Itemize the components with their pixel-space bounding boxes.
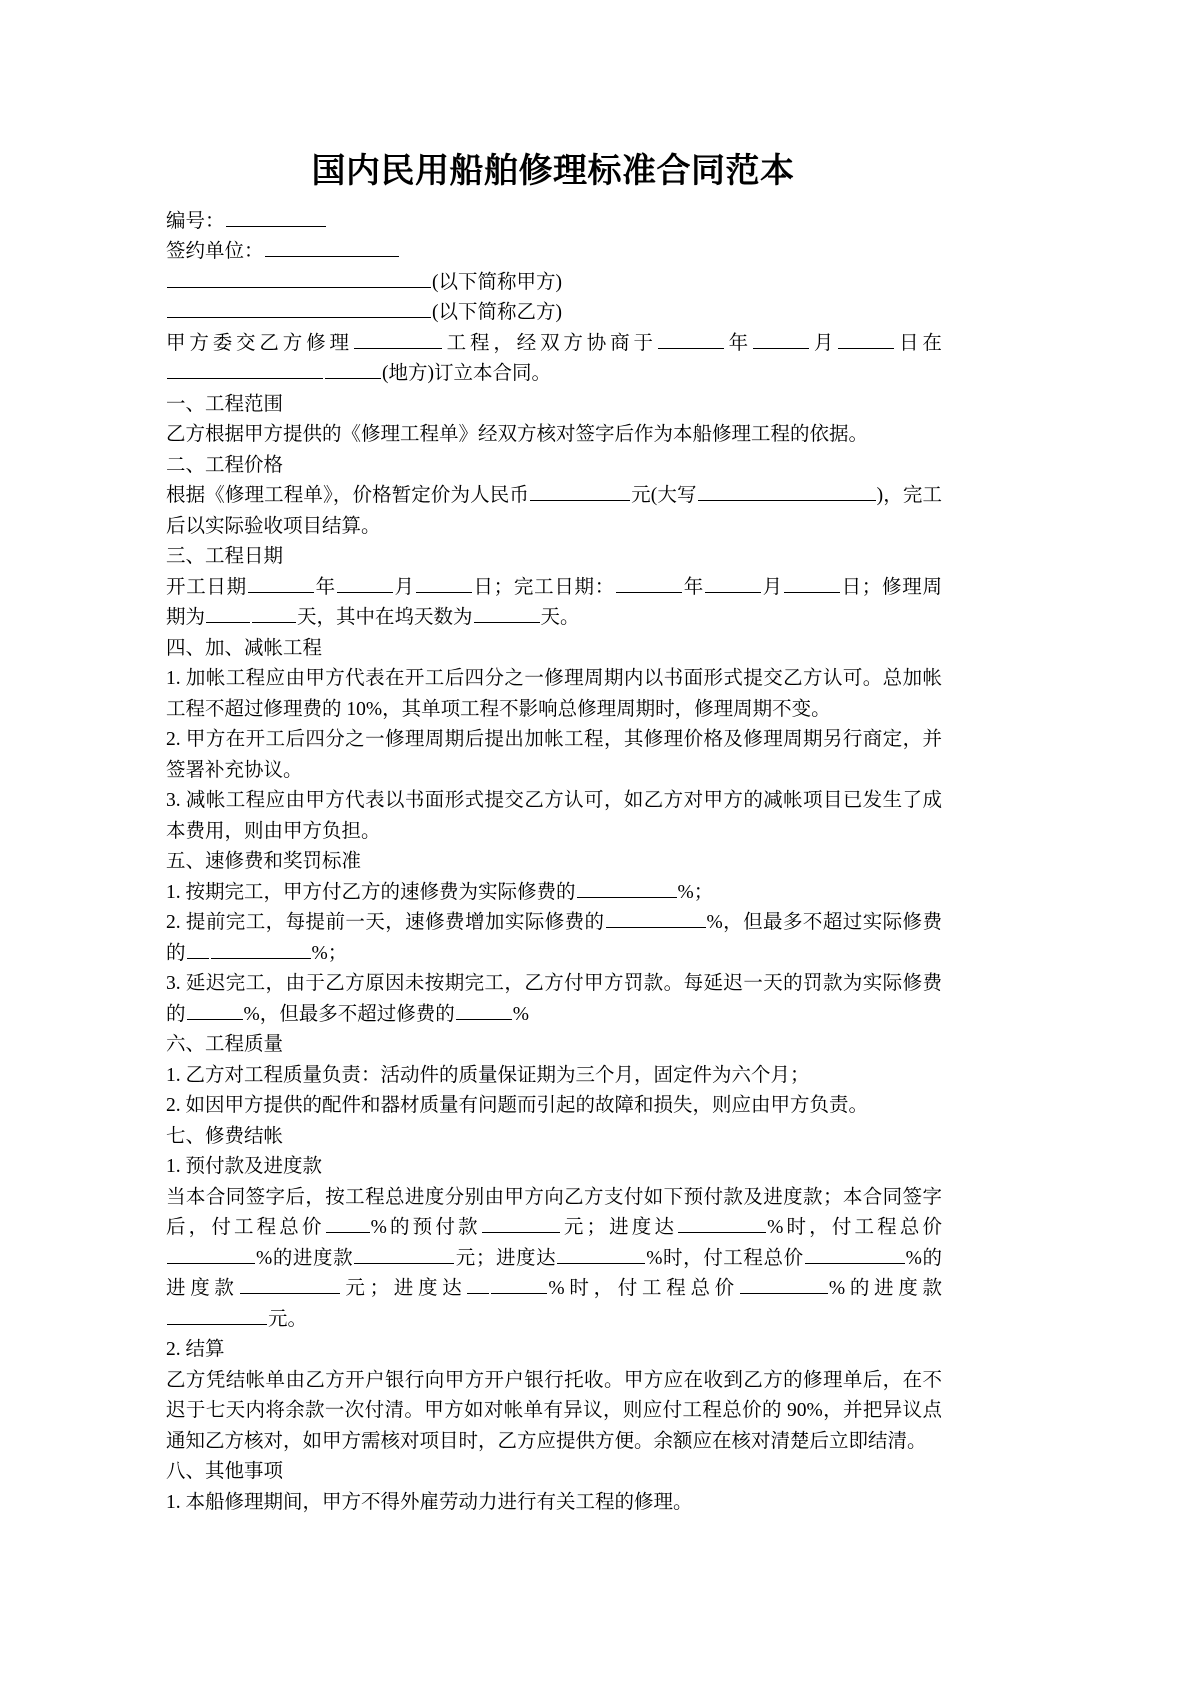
repair-cycle-input-a[interactable] (206, 605, 250, 623)
ontime-rate-input[interactable] (577, 880, 677, 898)
progress-3-pct-input-b[interactable] (491, 1276, 547, 1294)
progress-3-amount-input[interactable] (167, 1307, 267, 1325)
penalty-seg2: %，但最多不超过修费的 (243, 1003, 455, 1025)
progress-1-share-input[interactable] (167, 1246, 255, 1264)
payment-seg7: %时，付工程总价 (646, 1247, 804, 1269)
field-party-a-row (166, 268, 942, 299)
prepay-amount-input[interactable] (482, 1215, 560, 1233)
payment-seg3: 元；进度达 (560, 1217, 678, 1238)
page-title: 国内民用船舶修理标准合同范本 (311, 151, 795, 191)
early-rate-input[interactable] (606, 910, 706, 928)
progress-2-amount-input[interactable] (240, 1276, 340, 1294)
payment-seg5: %的进度款 (256, 1247, 354, 1269)
section-heading-3: 三、工程日期 (166, 546, 284, 567)
penalty-seg3: % (512, 1003, 530, 1025)
field-signing-unit-input[interactable] (265, 239, 399, 257)
section-5-paragraph-1 (166, 878, 942, 909)
preamble-year-input[interactable] (658, 331, 724, 349)
payment-seg11: %的进度款 (828, 1278, 942, 1299)
progress-3-share-input[interactable] (740, 1276, 828, 1294)
early-cap-input-a[interactable] (187, 941, 209, 959)
prepay-pct-input[interactable] (326, 1215, 370, 1233)
start-month-input[interactable] (337, 575, 393, 593)
progress-2-pct-input[interactable] (557, 1246, 645, 1264)
price-amount-input[interactable] (530, 483, 630, 501)
section-6-paragraph-1: 1. 乙方对工程质量负责：活动件的质量保证期为三个月，固定件为六个月； (166, 1064, 810, 1086)
progress-1-amount-input[interactable] (354, 1246, 454, 1264)
date-seg1: 开工日期 (166, 576, 247, 598)
date-seg2: 年 (314, 576, 336, 598)
section-heading-6: 六、工程质量 (166, 1034, 284, 1055)
section-heading-5: 五、速修费和奖罚标准 (166, 851, 362, 872)
date-seg6: 月 (761, 576, 783, 598)
penalty-seg1: 3. 延迟完工，由于乙方原因未按期完工，乙方付甲方罚款。每延迟一天的罚款为实际修费的 (166, 973, 942, 1025)
finish-day-input[interactable] (784, 575, 840, 593)
payment-seg6: 元；进度达 (455, 1247, 557, 1269)
payment-seg9: 元；进度达 (340, 1278, 467, 1299)
section-7-paragraph-1 (166, 1183, 942, 1336)
preamble-day-input[interactable] (838, 331, 894, 349)
start-year-input[interactable] (248, 575, 314, 593)
field-party-a-input[interactable] (167, 270, 431, 288)
finish-year-input[interactable] (616, 575, 682, 593)
section-2-paragraph-1 (166, 481, 942, 542)
preamble-month-input[interactable] (753, 331, 809, 349)
section-3-paragraph-1 (166, 573, 942, 634)
bonus-2-seg3: %； (311, 942, 348, 964)
bonus-1-seg2: %； (677, 881, 714, 903)
field-party-b-row (166, 298, 942, 329)
late-cap-input[interactable] (456, 1002, 512, 1020)
preamble-place-input-b[interactable] (325, 361, 381, 379)
price-seg2: 元(大写 (631, 485, 697, 506)
field-signing-unit-label: 签约单位： (166, 241, 264, 262)
party-b-suffix-label: (以下简称乙方) (432, 302, 562, 323)
party-a-suffix-label: (以下简称甲方) (432, 271, 562, 293)
preamble-seg6: (地方)订立本合同。 (382, 363, 551, 384)
preamble-project-input[interactable] (354, 331, 442, 349)
payment-seg8: %的进度款 (166, 1247, 942, 1299)
preamble-seg3: 年 (724, 332, 753, 354)
bonus-2-seg1: 2. 提前完工，每提前一天，速修费增加实际修费的 (166, 912, 605, 933)
early-cap-input-b[interactable] (211, 941, 311, 959)
payment-seg12: 元。 (268, 1308, 308, 1330)
preamble-seg4: 月 (810, 332, 838, 354)
field-signing-unit-row (166, 237, 942, 268)
date-seg3: 月 (393, 576, 415, 598)
price-seg1: 根据《修理工程单》，价格暂定价为人民币 (166, 485, 530, 506)
section-1-paragraph-1: 乙方根据甲方提供的《修理工程单》经双方核对签字后作为本船修理工程的依据。 (166, 424, 869, 445)
section-4-paragraph-3: 3. 减帐工程应由甲方代表以书面形式提交乙方认可，如乙方对甲方的减帐项目已发生了成本费用，则由甲方负担。 (166, 790, 942, 842)
progress-3-pct-input-a[interactable] (467, 1276, 489, 1294)
section-7-subheading-2: 2. 结算 (166, 1339, 225, 1360)
payment-seg4: %时，付工程总价 (767, 1217, 942, 1238)
payment-seg10: %时，付工程总价 (548, 1278, 739, 1299)
date-seg4: 日；完工日期： (472, 576, 615, 598)
preamble-seg2: 工程，经双方协商于 (442, 332, 657, 354)
section-heading-8: 八、其他事项 (166, 1461, 284, 1482)
section-6-paragraph-2: 2. 如因甲方提供的配件和器材质量有问题而引起的故障和损失，则应由甲方负责。 (166, 1095, 869, 1116)
field-number-input[interactable] (226, 209, 326, 227)
price-amount-words-input[interactable] (698, 483, 876, 501)
preamble-paragraph (166, 329, 942, 390)
field-number-label: 编号： (166, 210, 225, 232)
section-heading-7: 七、修费结帐 (166, 1125, 284, 1147)
section-heading-2: 二、工程价格 (166, 454, 284, 476)
date-seg5: 年 (682, 576, 704, 598)
field-number-row (166, 207, 942, 238)
document-body (166, 207, 942, 1519)
section-4-paragraph-1: 1. 加帐工程应由甲方代表在开工后四分之一修理周期内以书面形式提交乙方认可。总加帐工程不超过修理费的 10%，其单项工程不影响总修理周期时，修理周期不变。 (166, 668, 942, 720)
progress-2-share-input[interactable] (805, 1246, 905, 1264)
repair-cycle-input-b[interactable] (252, 605, 296, 623)
preamble-seg1: 甲方委交乙方修理 (166, 332, 353, 354)
bonus-1-seg1: 1. 按期完工，甲方付乙方的速修费为实际修费的 (166, 881, 576, 903)
progress-1-pct-input[interactable] (678, 1215, 766, 1233)
section-heading-1: 一、工程范围 (166, 393, 284, 415)
start-day-input[interactable] (416, 575, 472, 593)
section-8-paragraph-1: 1. 本船修理期间，甲方不得外雇劳动力进行有关工程的修理。 (166, 1491, 693, 1513)
finish-month-input[interactable] (705, 575, 761, 593)
price-seg3: )，完工后以实际验收项目结算。 (166, 485, 942, 537)
section-7-paragraph-2: 乙方凭结帐单由乙方开户银行向甲方开户银行托收。甲方应在收到乙方的修理单后，在不迟于七天内将余款一次付清。甲方如对帐单有异议，则应付工程总价的 90%，并把异议点通知乙方核对，如甲方需核对项目时，乙方应提供方便。余额应在核对清楚后立即结清。 (166, 1369, 942, 1452)
preamble-place-input-a[interactable] (167, 361, 323, 379)
payment-seg1: 当本合同签字后，按工程总进度分别由甲方向乙方支付如下预付款及进度款；本合同签字后，付工程总价 (166, 1186, 942, 1238)
preamble-seg5: 日在 (895, 332, 942, 354)
section-5-paragraph-2 (166, 908, 942, 969)
late-rate-input[interactable] (187, 1002, 243, 1020)
bonus-2-seg2: %，但最多不超过实际修费的 (166, 912, 942, 964)
payment-seg2: %的预付款 (370, 1217, 481, 1238)
dock-days-input[interactable] (474, 605, 540, 623)
section-5-paragraph-3 (166, 969, 942, 1030)
section-heading-4: 四、加、减帐工程 (166, 637, 323, 659)
section-4-paragraph-2: 2. 甲方在开工后四分之一修理周期后提出加帐工程，其修理价格及修理周期另行商定，并签署补充协议。 (166, 729, 942, 781)
date-seg7: 日；修理周期为 (166, 576, 942, 628)
date-seg8: 天，其中在坞天数为 (297, 607, 473, 628)
date-seg9: 天。 (540, 607, 580, 628)
section-7-subheading-1: 1. 预付款及进度款 (166, 1156, 323, 1177)
field-party-b-input[interactable] (167, 300, 431, 318)
